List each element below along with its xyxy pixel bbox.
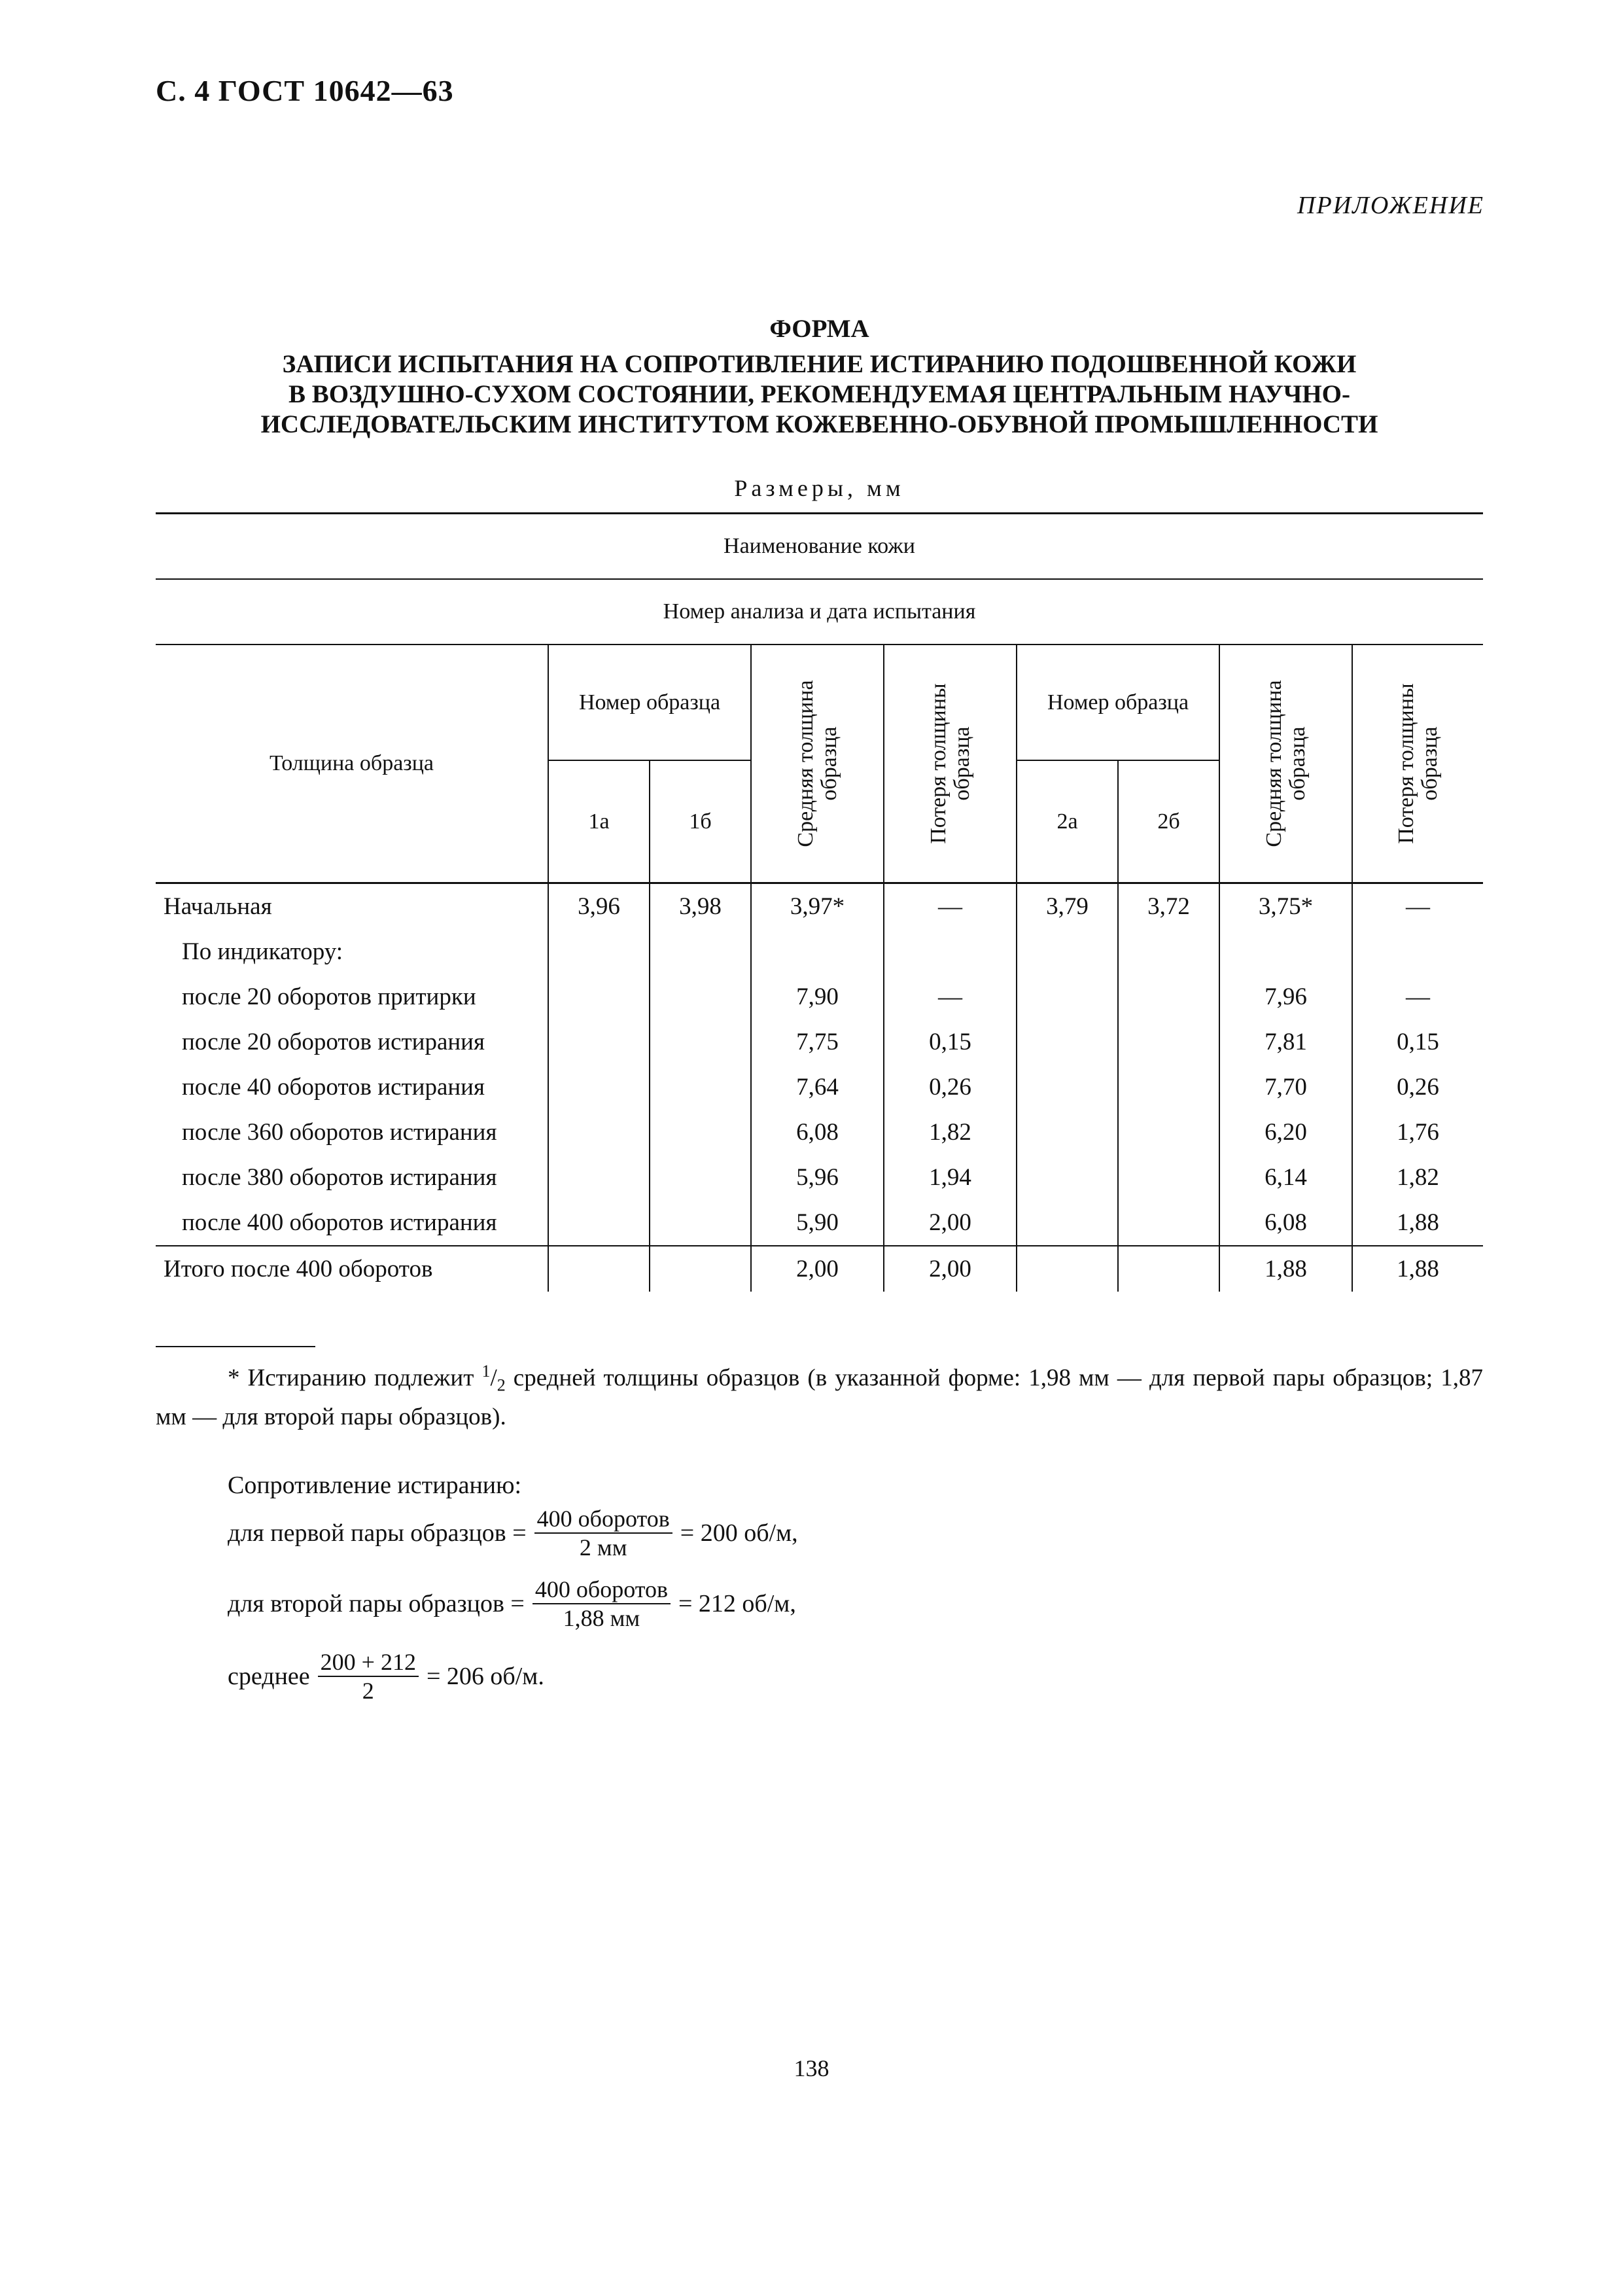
table-row (156, 883, 1483, 930)
row-label: после 20 оборотов истирания (182, 1029, 485, 1055)
cell-1b (650, 1155, 751, 1200)
equation-average (228, 1648, 544, 1704)
cell-2b (1118, 1110, 1219, 1155)
cell-1b (650, 1019, 751, 1065)
leather-name-header: Наименование кожи (156, 514, 1483, 580)
cell-2b (1118, 1065, 1219, 1110)
cell-2a (1017, 1155, 1118, 1200)
cell-2a (1017, 1110, 1118, 1155)
cell-avg-2: 7,96 (1219, 974, 1352, 1019)
table-row (156, 1110, 1483, 1155)
cell-avg-1: 6,08 (751, 1110, 884, 1155)
cell-avg-2: 6,14 (1219, 1155, 1352, 1200)
cell-loss-1: 0,15 (884, 1019, 1017, 1065)
cell-2a (1017, 1019, 1118, 1065)
cell-1b (650, 1200, 751, 1246)
form-title: ФОРМА (769, 315, 869, 343)
loss-thickness-header-2: Потеря толщины образца (1352, 645, 1483, 883)
equation-first-pair (228, 1505, 798, 1561)
cell-1b (650, 1110, 751, 1155)
equation-1-denominator: 2 мм (579, 1534, 627, 1561)
form-subtitle (156, 349, 1483, 440)
table-row (156, 1200, 1483, 1246)
cell-avg-2: 6,20 (1219, 1110, 1352, 1155)
sample-2b-header: 2б (1118, 760, 1219, 883)
cell-2b (1118, 974, 1219, 1019)
cell-2b (1118, 929, 1219, 974)
total-row-label: Итого после 400 оборотов (156, 1246, 548, 1292)
equation-1-result: = 200 об/м, (680, 1519, 798, 1547)
resistance-heading: Сопротивление истиранию: (228, 1472, 522, 1499)
row-label: после 360 оборотов истирания (182, 1119, 497, 1146)
table-row (156, 929, 1483, 974)
cell-2b (1118, 1019, 1219, 1065)
cell-avg-1: 5,96 (751, 1155, 884, 1200)
table-row (156, 1065, 1483, 1110)
sample-number-header-1: Номер образца (548, 645, 751, 760)
cell-1b (650, 1246, 751, 1292)
cell-loss-1: — (884, 883, 1017, 930)
cell-1a (548, 1065, 650, 1110)
cell-loss-2: — (1352, 974, 1483, 1019)
form-subtitle-line-2: В ВОЗДУШНО-СУХОМ СОСТОЯНИИ, РЕКОМЕНДУЕМАЯ ЦЕНТРАЛЬНЫМ НАУЧНО- (288, 380, 1350, 408)
thickness-header: Толщина образца (156, 645, 548, 883)
cell-2b (1118, 1155, 1219, 1200)
cell-loss-2: 1,76 (1352, 1110, 1483, 1155)
page-number: 138 (794, 2055, 829, 2081)
equation-second-pair (228, 1576, 796, 1632)
cell-2a (1017, 1065, 1118, 1110)
equation-2-result: = 212 об/м, (678, 1590, 796, 1617)
cell-1a (548, 1019, 650, 1065)
cell-avg-1: 5,90 (751, 1200, 884, 1246)
cell-avg-2: 6,08 (1219, 1200, 1352, 1246)
table-row (156, 974, 1483, 1019)
equation-2-fraction (532, 1576, 671, 1632)
avg-thickness-header-1: Средняя толщина образца (751, 645, 884, 883)
equation-3-fraction (318, 1648, 419, 1704)
row-label: после 40 оборотов истирания (182, 1074, 485, 1101)
cell-1a (548, 1110, 650, 1155)
cell-loss-2: 0,26 (1352, 1065, 1483, 1110)
equation-3-numerator: 200 + 212 (318, 1648, 419, 1677)
cell-loss-2: 0,15 (1352, 1019, 1483, 1065)
cell-1b (650, 974, 751, 1019)
footnote-fraction-numerator: 1 (481, 1362, 491, 1381)
cell-2b (1118, 1246, 1219, 1292)
equation-1-label: для первой пары образцов = (228, 1519, 527, 1547)
cell-loss-1: 0,26 (884, 1065, 1017, 1110)
cell-loss-2: — (1352, 883, 1483, 930)
cell-2b: 3,72 (1118, 883, 1219, 930)
cell-2a (1017, 929, 1118, 974)
footnote-fraction-denominator: 2 (497, 1375, 506, 1395)
cell-1b: 3,98 (650, 883, 751, 930)
cell-1a: 3,96 (548, 883, 650, 930)
row-label: после 380 оборотов истирания (182, 1164, 497, 1191)
cell-avg-1: 2,00 (751, 1246, 884, 1292)
cell-avg-1: 3,97* (751, 883, 884, 930)
cell-1a (548, 974, 650, 1019)
cell-avg-1: 7,90 (751, 974, 884, 1019)
footnote-text-start: * Истиранию подлежит (228, 1364, 482, 1392)
sample-number-header-2: Номер образца (1017, 645, 1219, 760)
equation-1-numerator: 400 оборотов (534, 1505, 672, 1534)
equation-1-fraction (534, 1505, 672, 1561)
equation-2-denominator: 1,88 мм (563, 1605, 640, 1631)
cell-avg-1 (751, 929, 884, 974)
appendix-label: ПРИЛОЖЕНИЕ (1297, 192, 1484, 219)
sample-1a-header: 1а (548, 760, 650, 883)
row-label: Начальная (156, 883, 548, 930)
cell-1b (650, 1065, 751, 1110)
sample-1b-header: 1б (650, 760, 751, 883)
equation-2-numerator: 400 оборотов (532, 1576, 671, 1604)
cell-loss-1 (884, 929, 1017, 974)
cell-1a (548, 1155, 650, 1200)
sample-2a-header: 2а (1017, 760, 1118, 883)
equation-3-denominator: 2 (362, 1678, 374, 1704)
cell-loss-1: 1,82 (884, 1110, 1017, 1155)
cell-loss-1: — (884, 974, 1017, 1019)
cell-avg-2: 3,75* (1219, 883, 1352, 930)
cell-1a (548, 1246, 650, 1292)
cell-1b (650, 929, 751, 974)
cell-loss-1: 2,00 (884, 1246, 1017, 1292)
row-label: По индикатору: (182, 938, 343, 965)
cell-loss-2: 1,82 (1352, 1155, 1483, 1200)
document-header-code: С. 4 ГОСТ 10642—63 (156, 74, 454, 107)
loss-thickness-header-1: Потеря толщины образца (884, 645, 1017, 883)
avg-thickness-header-2: Средняя толщина образца (1219, 645, 1352, 883)
equation-2-label: для второй пары образцов = (228, 1590, 525, 1617)
cell-2a: 3,79 (1017, 883, 1118, 930)
cell-1a (548, 1200, 650, 1246)
cell-loss-2: 1,88 (1352, 1200, 1483, 1246)
table-total-row (156, 1246, 1483, 1292)
test-record-table (156, 512, 1483, 1292)
cell-loss-1: 1,94 (884, 1155, 1017, 1200)
row-label: после 400 оборотов истирания (182, 1209, 497, 1236)
row-label: после 20 оборотов притирки (182, 983, 476, 1010)
cell-avg-1: 7,64 (751, 1065, 884, 1110)
equation-3-result: = 206 об/м. (426, 1663, 544, 1690)
cell-2a (1017, 974, 1118, 1019)
footnote: * Истиранию подлежит $^1/_2$ средней толщины образцов (в указанной форме: 1,98 мм — для первой пары образцов; 1,87 мм — для второй пары образцов). (156, 1362, 1483, 1430)
form-subtitle-line-3: ИССЛЕДОВАТЕЛЬСКИМ ИНСТИТУТОМ КОЖЕВЕННО-ОБУВНОЙ ПРОМЫШЛЕННОСТИ (260, 410, 1378, 438)
cell-avg-2: 7,70 (1219, 1065, 1352, 1110)
cell-avg-2 (1219, 929, 1352, 974)
footnote-separator (156, 1346, 315, 1347)
cell-1a (548, 929, 650, 974)
sizes-caption: Размеры, мм (734, 475, 905, 501)
cell-2a (1017, 1200, 1118, 1246)
equation-3-label: среднее (228, 1663, 310, 1690)
cell-2b (1118, 1200, 1219, 1246)
cell-avg-2: 7,81 (1219, 1019, 1352, 1065)
cell-loss-1: 2,00 (884, 1200, 1017, 1246)
cell-loss-2 (1352, 929, 1483, 974)
cell-avg-2: 1,88 (1219, 1246, 1352, 1292)
form-subtitle-line-1: ЗАПИСИ ИСПЫТАНИЯ НА СОПРОТИВЛЕНИЕ ИСТИРАНИЮ ПОДОШВЕННОЙ КОЖИ (282, 350, 1357, 378)
cell-loss-2: 1,88 (1352, 1246, 1483, 1292)
analysis-number-header: Номер анализа и дата испытания (156, 579, 1483, 645)
cell-2a (1017, 1246, 1118, 1292)
table-row (156, 1155, 1483, 1200)
cell-avg-1: 7,75 (751, 1019, 884, 1065)
table-row (156, 1019, 1483, 1065)
footnote-text-end: средней толщины образцов (в указанной форме: 1,98 мм — для первой пары образцов; 1,87 мм — для второй пары образцов). (156, 1364, 1483, 1430)
